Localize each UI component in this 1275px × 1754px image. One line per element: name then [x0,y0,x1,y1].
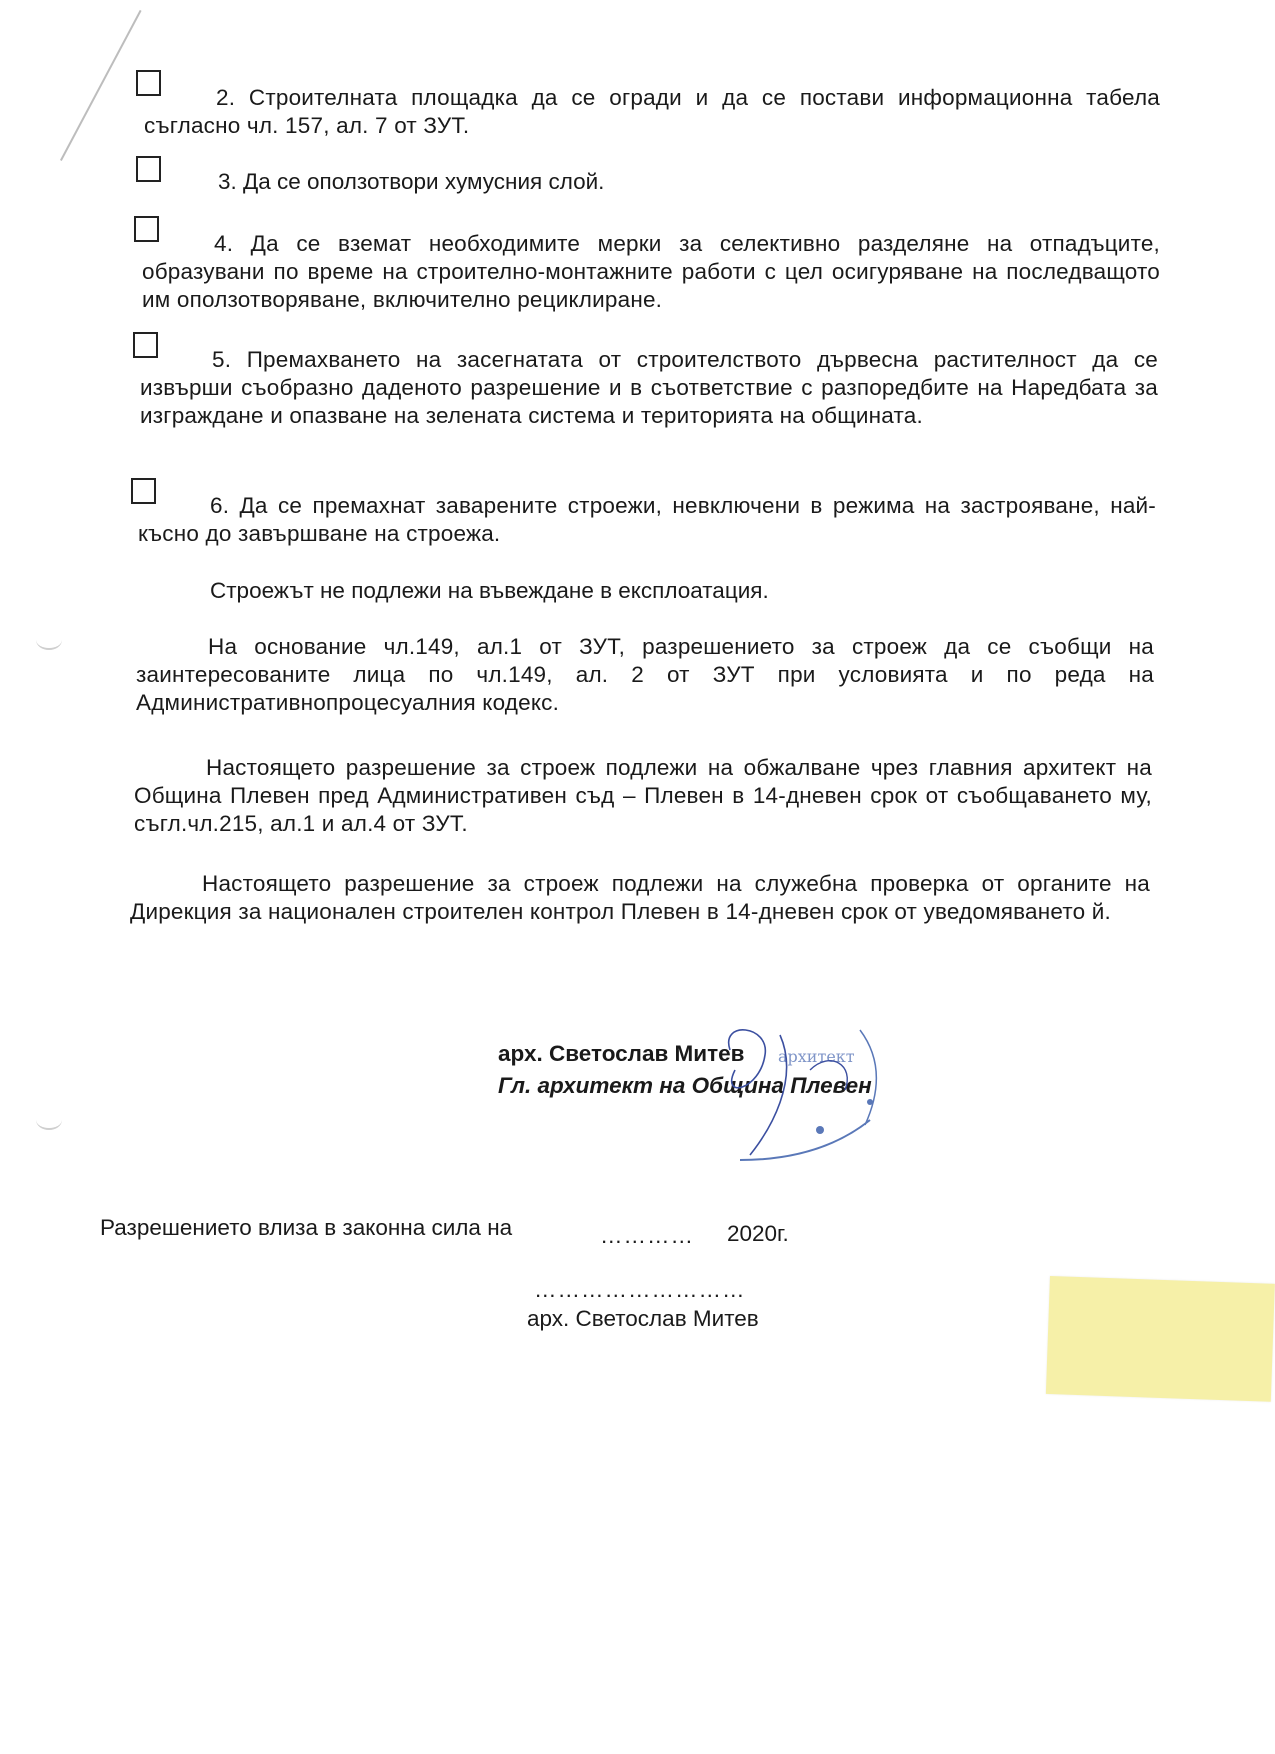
appeal-paragraph: Настоящето разрешение за строеж подлежи на обжалване чрез главния архитект на Община Плевен пред Административен съд – Плевен в 14-дневен срок от съобщаването му, съгл.чл.215, ал.1 и ал.4 от ЗУТ. [134,755,1152,836]
effective-date-dots: ………… [600,1223,694,1248]
notification-paragraph: На основание чл.149, ал.1 от ЗУТ, разрешението за строеж да се съобщи на заинтересованите лица по чл.149, ал. 2 от ЗУТ при условията и по реда на Административнопроцесуалния кодекс. [136,634,1154,715]
signature-name-bottom: арх. Светослав Митев [527,1306,759,1331]
item-3-text: 3. Да се оползотвори хумусния слой. [218,169,605,194]
signatory-name: арх. Светослав Митев [498,1041,745,1066]
item-2-text: 2. Строителната площадка да се огради и да се постави информационна табела съгласно чл. 157, ал. 7 от ЗУТ. [144,85,1160,138]
item-6-text: 6. Да се премахнат заварените строежи, невключени в режима на застрояване, най-късно до завършване на строежа. [138,493,1156,546]
punch-hole-mark [36,630,62,650]
signature-dots: ……………………… [534,1277,746,1302]
signatory-title: Гл. архитект на Община Плевен [498,1073,872,1098]
item-5-text: 5. Премахването на засегнатата от строителството дървесна растителност да се извърши съобразно даденото разрешение и в съответствие с разпоредбите на Наредбата за изграждане и опазване на зелената система и територията на общината. [140,347,1158,428]
item-3-checkbox[interactable] [136,156,161,182]
no-commissioning-text: Строежът не подлежи на въвеждане в експлоатация. [210,578,769,603]
sticky-note [1046,1276,1275,1402]
punch-hole-mark [36,1110,62,1130]
inspection-paragraph: Настоящето разрешение за строеж подлежи на служебна проверка от органите на Дирекция за национален строителен контрол Плевен в 14-дневен срок от уведомяването й. [130,871,1150,924]
scan-edge-line [60,10,142,161]
svg-text:архитект: архитект [778,1047,855,1066]
effective-label: Разрешението влиза в законна сила на [100,1215,513,1240]
item-4-text: 4. Да се вземат необходимите мерки за селективно разделяне на отпадъците, образувани по време на строително-монтажните работи с цел осигуряване на последващото им оползотворяване, включително рециклиране. [142,231,1160,312]
official-stamp-and-signature [660,1010,920,1170]
effective-year: 2020г. [727,1221,789,1246]
